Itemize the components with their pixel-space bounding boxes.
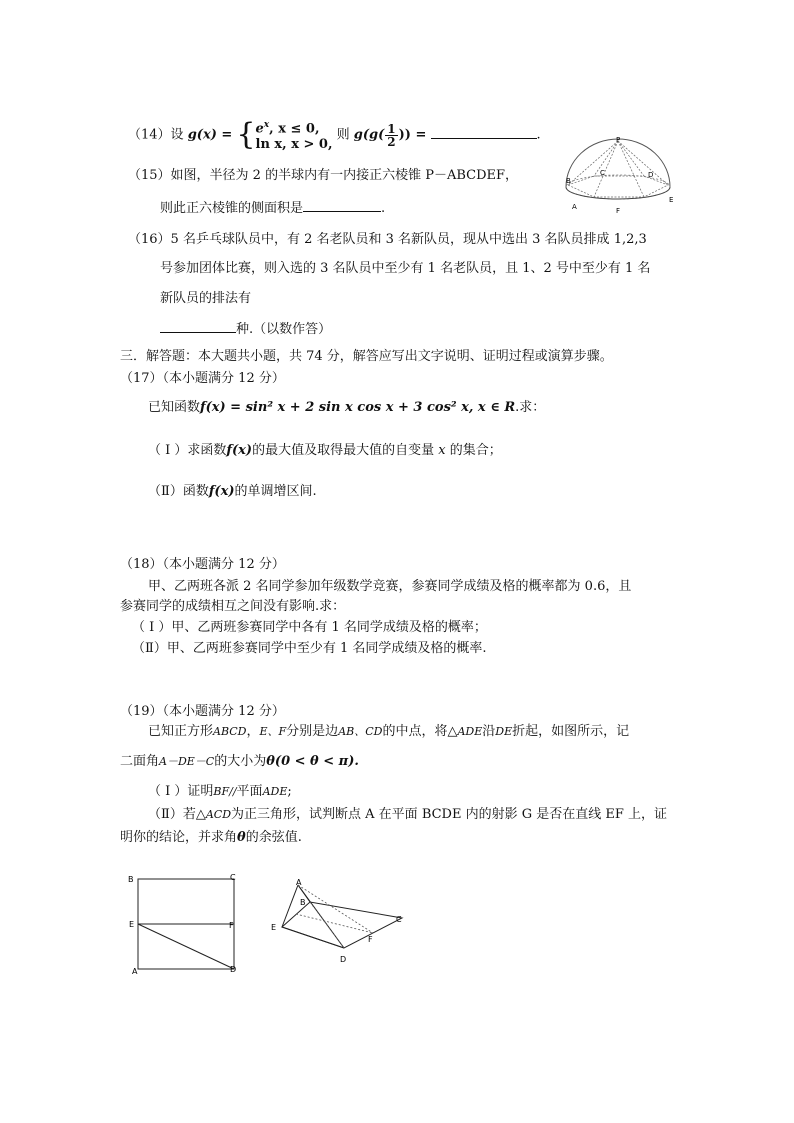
q19-part1: （ I ）证明BF//平面ADE; — [148, 784, 292, 799]
q15-label-p: P — [616, 136, 621, 144]
q19-fig1-label-e: E — [129, 920, 135, 929]
q15-label-a: A — [572, 203, 577, 211]
q15-label-f: F — [616, 207, 621, 215]
q14-expr-b: )) = — [398, 127, 427, 143]
q15-label-c: C — [600, 169, 605, 177]
q16-line2: 号参加团体比赛，则入选的 3 名队员中至少有 1 名老队员，且 1、2 号中至少有 1 名 — [160, 261, 651, 276]
q14-expr-a: g(g( — [353, 127, 385, 143]
q14-case1: e — [255, 121, 264, 137]
q14-case2: ln x, x > 0, — [255, 137, 333, 153]
q15-label-b: B — [566, 177, 571, 185]
q19-fig1-label-c: C — [230, 873, 236, 882]
q19-part2-line1: （Ⅱ）若△ACD为正三角形，试判断点 A 在平面 BCDE 内的射影 G 是否在直线 EF 上，证 — [148, 807, 668, 822]
q16-line1: （16）5 名乒乓球队员中，有 2 名老队员和 3 名新队员，现从中选出 3 名队员排成 1,2,3 — [128, 232, 647, 247]
q19-fig2-label-b: B — [300, 898, 306, 907]
q14-case1-cond: , x ≤ 0, — [269, 121, 320, 137]
q17-formula: f(x) = sin² x + 2 sin x cos x + 3 cos² x, x ∈ R — [200, 400, 516, 415]
q19-fig2-label-c: C — [396, 915, 402, 924]
q14-number: （14） — [128, 127, 171, 143]
q15-label-d: D — [648, 171, 654, 179]
q18-line1: 甲、乙两班各派 2 名同学参加年级数学竞赛，参赛同学成绩及格的概率都为 0.6，且 — [148, 579, 632, 594]
q19-fig1-label-f: F — [229, 921, 234, 930]
q14-fraction: $\frac{1}{2}$ — [387, 121, 396, 149]
q14-lead: 设 — [170, 127, 184, 143]
q15-line2: 则此正六棱锥的侧面积是 . — [160, 201, 386, 216]
q19-fig1-label-b: B — [128, 875, 134, 884]
q16-line3: 新队员的排法有 — [160, 291, 252, 306]
q19-fig2-label-a: A — [296, 878, 302, 887]
q17-stem: 已知函数f(x) = sin² x + 2 sin x cos x + 3 cos² x, x ∈ R.求： — [148, 400, 546, 415]
q16-line4: 种.（以数作答） — [160, 320, 331, 339]
q14-then: 则 — [336, 127, 350, 143]
q17-part2: （Ⅱ）函数f(x)的单调增区间. — [148, 484, 317, 499]
q19-fig1-label-d: D — [230, 965, 237, 974]
section3-heading: 三．解答题：本大题共小题，共 74 分，解答应写出文字说明、证明过程或演算步骤。 — [120, 349, 613, 364]
q14-line — [128, 117, 541, 153]
q19-fig1-label-a: A — [132, 967, 138, 976]
q14-answer-blank[interactable] — [431, 126, 537, 139]
q15-line1: （15）如图，半径为 2 的半球内有一内接正六棱锥 P－ABCDEF， — [128, 168, 519, 183]
q14-case1-sup: x — [263, 120, 270, 130]
q14-end: . — [536, 127, 541, 143]
q19-square-figure — [126, 870, 242, 980]
q19-part2-line2: 明你的结论，并求角θ的余弦值. — [120, 830, 302, 845]
q19-header: （19）（本小题满分 12 分） — [120, 704, 285, 719]
q18-part1: （ I ）甲、乙两班参赛同学中各有 1 名同学成绩及格的概率； — [132, 620, 487, 635]
q15-label-e: E — [669, 196, 674, 204]
q19-fig2-label-e: E — [271, 923, 277, 932]
q17-header: （17）（本小题满分 12 分） — [120, 371, 285, 386]
q18-header: （18）（本小题满分 12 分） — [120, 557, 285, 572]
q15-hemisphere-figure — [560, 135, 678, 215]
q19-line2: 二面角A－DE－C的大小为θ(0 < θ < π). — [120, 754, 359, 769]
q17-part1: （ I ）求函数f(x)的最大值及取得最大值的自变量 x 的集合； — [148, 443, 502, 458]
q18-part2: （Ⅱ）甲、乙两班参赛同学中至少有 1 名同学成绩及格的概率. — [132, 641, 487, 656]
q14-cases — [256, 117, 333, 153]
q19-line1: 已知正方形ABCD，E、F分别是边AB、CD的中点，将△ADE沿DE折起，如图所示，记 — [148, 724, 630, 739]
q19-fig2-label-d: D — [340, 955, 347, 964]
q19-folded-figure — [268, 876, 410, 968]
q18-line2: 参赛同学的成绩相互之间没有影响.求： — [120, 599, 346, 614]
q16-answer-blank[interactable] — [160, 320, 236, 333]
q19-fig2-label-f: F — [368, 935, 373, 944]
q14-brace: { — [236, 117, 256, 153]
q15-answer-blank[interactable] — [303, 199, 381, 212]
q14-g-func: g(x) = — [187, 127, 233, 143]
